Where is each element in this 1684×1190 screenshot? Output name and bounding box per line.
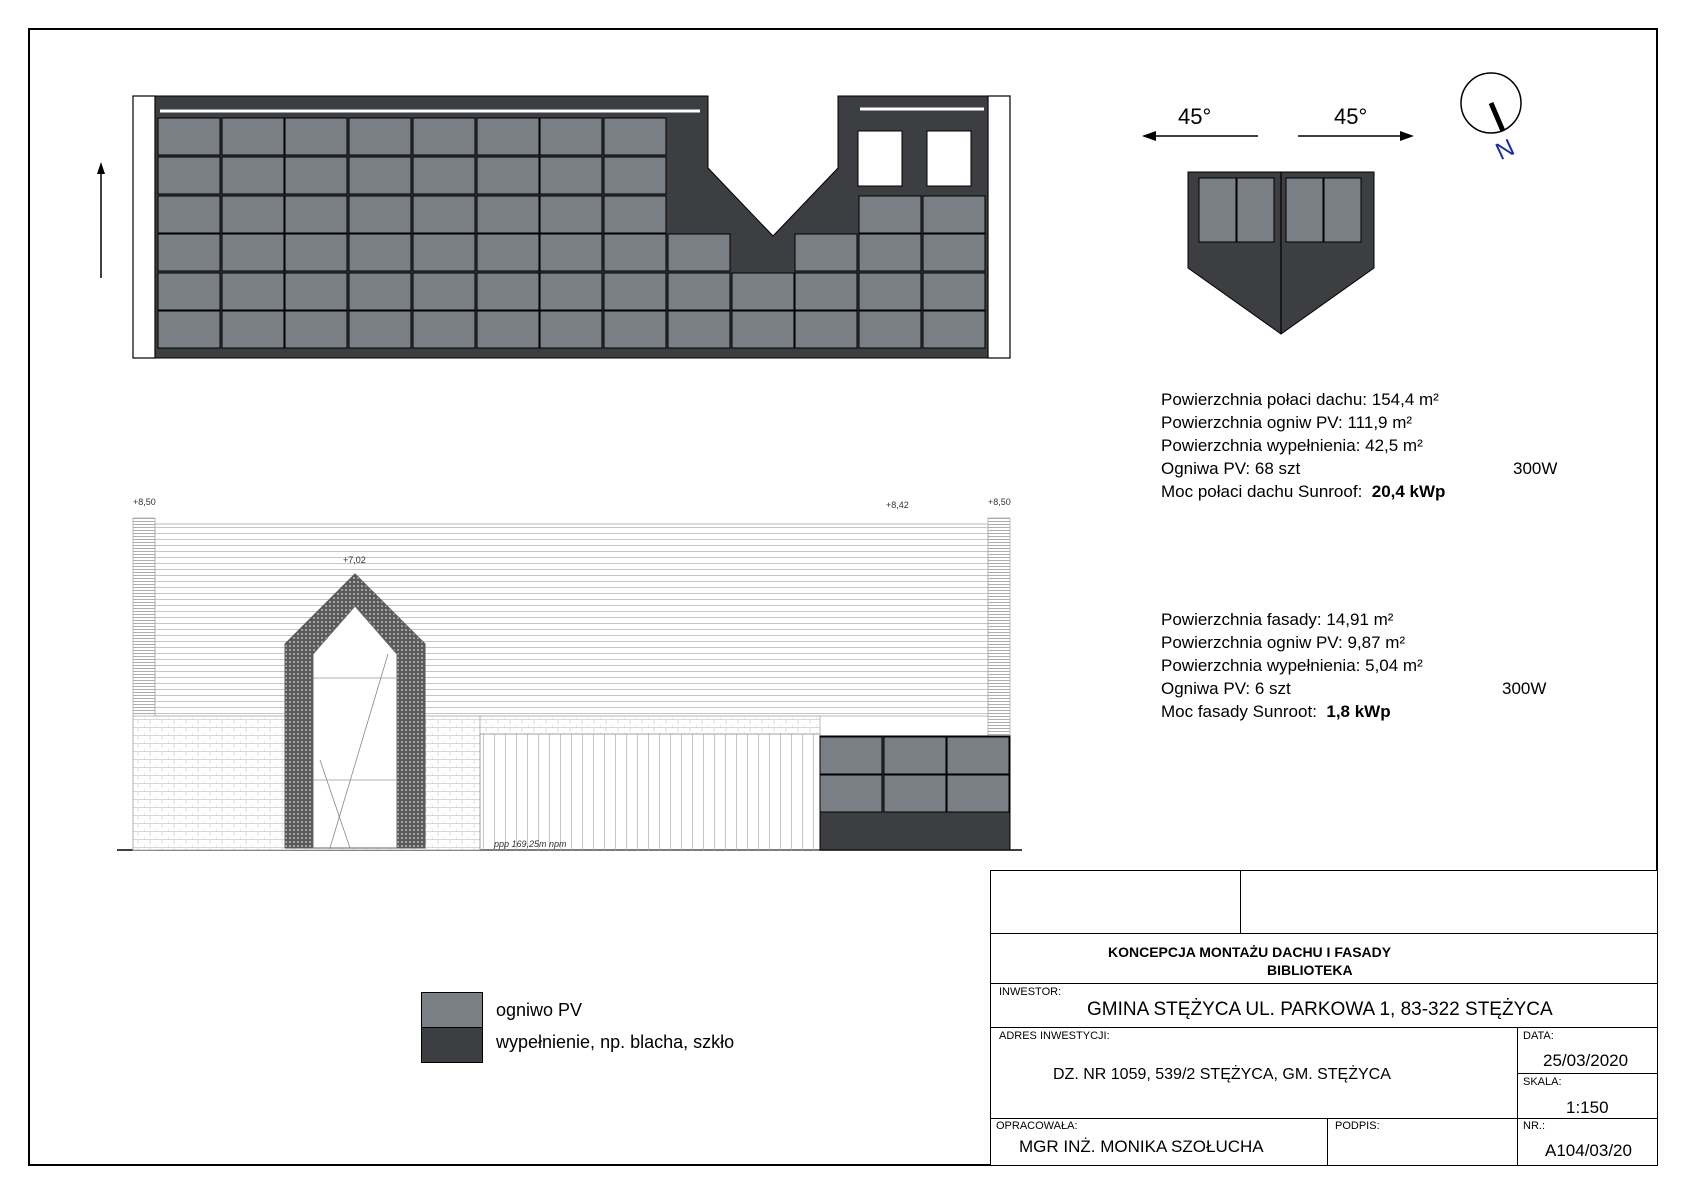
pv-panel bbox=[413, 311, 475, 348]
pv-panel bbox=[604, 157, 666, 194]
pv-panel bbox=[477, 157, 539, 194]
pv-panel bbox=[540, 196, 602, 233]
date-label: DATA: bbox=[1523, 1030, 1554, 1042]
facade-area-line: Powierzchnia fasady: 14,91 m² bbox=[1161, 610, 1394, 629]
facade-pv-panels bbox=[820, 737, 1009, 812]
pv-panel bbox=[222, 234, 284, 271]
pv-panel bbox=[158, 196, 220, 233]
pv-panel bbox=[285, 234, 347, 271]
pv-panel bbox=[158, 234, 220, 271]
legend-fill-label: wypełnienie, np. blacha, szkło bbox=[496, 1032, 735, 1052]
date-value: 25/03/2020 bbox=[1543, 1051, 1629, 1070]
address-label: ADRES INWESTYCJI: bbox=[999, 1030, 1110, 1042]
direction-arrow bbox=[97, 162, 105, 278]
angle-arrow-right bbox=[1298, 131, 1414, 141]
gable-panel bbox=[1286, 178, 1323, 242]
pv-panel bbox=[477, 311, 539, 348]
title-block-scale bbox=[1517, 1073, 1658, 1120]
roof-end-right bbox=[988, 96, 1010, 358]
pv-panel bbox=[285, 273, 347, 310]
roof-area-line: Powierzchnia połaci dachu: 154,4 m² bbox=[1161, 390, 1439, 409]
pv-panel bbox=[158, 157, 220, 194]
pv-panel bbox=[158, 118, 220, 155]
angle-left-label: 45° bbox=[1178, 104, 1212, 129]
roof-pv-count-line: Ogniwa PV: 68 szt 300W bbox=[1161, 459, 1558, 478]
roof-fill-area-line: Powierzchnia wypełnienia: 42,5 m² bbox=[1161, 436, 1423, 455]
ground-level-label: ppp 169,25m npm bbox=[494, 839, 567, 849]
pv-panel bbox=[668, 311, 730, 348]
facade-pv-count-line: Ogniwa PV: 6 szt 300W bbox=[1161, 679, 1547, 698]
title-block-address bbox=[990, 1027, 1519, 1120]
pv-panel bbox=[222, 157, 284, 194]
pv-panel bbox=[923, 273, 985, 310]
number-label: NR.: bbox=[1523, 1120, 1545, 1132]
pv-panel bbox=[540, 311, 602, 348]
pv-panel bbox=[540, 273, 602, 310]
entrance-glazing bbox=[313, 606, 397, 848]
title-block-investor bbox=[990, 983, 1658, 1029]
gable-panel bbox=[1324, 178, 1361, 242]
pv-panel bbox=[923, 311, 985, 348]
legend-pv-label: ogniwo PV bbox=[496, 1000, 583, 1020]
pv-panel bbox=[668, 234, 730, 271]
elevation-mark-right-mid: +8,42 bbox=[886, 500, 909, 510]
pv-panel bbox=[285, 311, 347, 348]
facade-elevation bbox=[117, 497, 1022, 850]
investor-label: INWESTOR: bbox=[999, 986, 1062, 998]
pv-panel bbox=[413, 196, 475, 233]
signature-label: PODPIS: bbox=[1335, 1120, 1380, 1132]
roof-power-line: Moc połaci dachu Sunroof: 20,4 kWp bbox=[1161, 482, 1446, 501]
facade-power-line: Moc fasady Sunroot: 1,8 kWp bbox=[1161, 702, 1391, 721]
elevation-mark-left: +8,50 bbox=[133, 497, 156, 507]
pv-panel bbox=[668, 273, 730, 310]
scale-label: SKALA: bbox=[1523, 1076, 1562, 1088]
title-block-top-right bbox=[1240, 870, 1658, 935]
pv-panel bbox=[604, 118, 666, 155]
pv-panel bbox=[604, 273, 666, 310]
roof-info bbox=[1161, 388, 1561, 503]
pv-panel bbox=[884, 775, 946, 812]
drawing-title-line1: KONCEPCJA MONTAŻU DACHU I FASADY bbox=[1108, 944, 1392, 960]
title-block-title bbox=[990, 933, 1658, 985]
pv-panel bbox=[947, 775, 1009, 812]
pv-panel bbox=[795, 273, 857, 310]
pv-panel bbox=[477, 273, 539, 310]
drawing-title-line2: BIBLIOTEKA bbox=[1267, 962, 1353, 978]
address-value: DZ. NR 1059, 539/2 STĘŻYCA, GM. STĘŻYCA bbox=[1053, 1066, 1391, 1083]
number-value: A104/03/20 bbox=[1545, 1141, 1632, 1160]
author-value: MGR INŻ. MONIKA SZOŁUCHA bbox=[1019, 1137, 1264, 1156]
facade-vertical-cladding bbox=[480, 734, 820, 850]
scale-value: 1:150 bbox=[1566, 1098, 1609, 1117]
pv-panel bbox=[947, 737, 1009, 774]
pv-panel bbox=[477, 118, 539, 155]
title-block-number bbox=[1517, 1118, 1658, 1166]
north-label: N bbox=[1491, 133, 1519, 166]
pv-panel bbox=[859, 196, 921, 233]
pv-panel bbox=[604, 311, 666, 348]
pv-panel bbox=[859, 273, 921, 310]
elevation-mark-gable: +7,02 bbox=[343, 555, 366, 565]
pv-panel bbox=[285, 157, 347, 194]
pv-panel bbox=[349, 196, 411, 233]
facade-pv-area-line: Powierzchnia ogniw PV: 9,87 m² bbox=[1161, 633, 1406, 652]
pv-panel bbox=[285, 118, 347, 155]
pv-panel bbox=[604, 234, 666, 271]
pv-panel bbox=[923, 234, 985, 271]
pv-panel bbox=[540, 157, 602, 194]
facade-roof-cladding bbox=[155, 524, 988, 716]
angle-right-label: 45° bbox=[1334, 104, 1368, 129]
pv-panel bbox=[884, 737, 946, 774]
facade-fill-area-line: Powierzchnia wypełnienia: 5,04 m² bbox=[1161, 656, 1423, 675]
pv-panel bbox=[923, 196, 985, 233]
title-block-signature bbox=[1327, 1118, 1519, 1166]
skylight-left bbox=[858, 131, 902, 186]
gable-panel bbox=[1237, 178, 1274, 242]
elevation-mark-right: +8,50 bbox=[988, 497, 1011, 507]
author-label: OPRACOWAŁA: bbox=[996, 1120, 1078, 1132]
title-block-top-left bbox=[990, 870, 1242, 935]
roof-pv-power: 300W bbox=[1513, 459, 1558, 478]
compass bbox=[1461, 73, 1521, 166]
pv-panel bbox=[540, 234, 602, 271]
gable-panel bbox=[1199, 178, 1236, 242]
pv-panel bbox=[222, 311, 284, 348]
pv-panel bbox=[795, 234, 857, 271]
pv-panel bbox=[222, 196, 284, 233]
pv-panel bbox=[285, 196, 347, 233]
pv-panel bbox=[413, 234, 475, 271]
angle-arrow-left bbox=[1142, 131, 1258, 141]
facade-brick-wall-right bbox=[480, 716, 820, 734]
title-block-date bbox=[1517, 1027, 1658, 1075]
pv-panel bbox=[349, 118, 411, 155]
pv-panel bbox=[820, 775, 882, 812]
pv-panel bbox=[158, 311, 220, 348]
pv-panel bbox=[477, 196, 539, 233]
pv-panel bbox=[820, 737, 882, 774]
legend-fill-swatch bbox=[421, 1027, 483, 1063]
pv-panel bbox=[732, 311, 794, 348]
roof-pv-area-line: Powierzchnia ogniw PV: 111,9 m² bbox=[1161, 413, 1413, 432]
pv-panel bbox=[859, 311, 921, 348]
title-block-author bbox=[990, 1118, 1329, 1166]
investor-value: GMINA STĘŻYCA UL. PARKOWA 1, 83-322 STĘŻYCA bbox=[1087, 999, 1553, 1020]
skylight-right bbox=[927, 131, 971, 186]
pv-panel bbox=[477, 234, 539, 271]
pv-panel bbox=[413, 118, 475, 155]
pv-panel bbox=[349, 157, 411, 194]
pv-panel bbox=[413, 157, 475, 194]
gable-section bbox=[1142, 104, 1414, 334]
legend-pv-swatch bbox=[421, 992, 483, 1028]
pv-panel bbox=[540, 118, 602, 155]
pv-panel bbox=[222, 273, 284, 310]
facade-info bbox=[1161, 608, 1561, 723]
roof-end-left bbox=[133, 96, 155, 358]
pv-panel bbox=[349, 273, 411, 310]
roof-plan bbox=[133, 96, 1010, 358]
pv-panel bbox=[158, 273, 220, 310]
pv-panel bbox=[859, 234, 921, 271]
pv-panel bbox=[222, 118, 284, 155]
pv-panel bbox=[732, 273, 794, 310]
pv-panel bbox=[349, 311, 411, 348]
pv-panel bbox=[349, 234, 411, 271]
facade-pv-power: 300W bbox=[1502, 679, 1547, 698]
pv-panel bbox=[413, 273, 475, 310]
pv-panel bbox=[604, 196, 666, 233]
pv-panel bbox=[795, 311, 857, 348]
